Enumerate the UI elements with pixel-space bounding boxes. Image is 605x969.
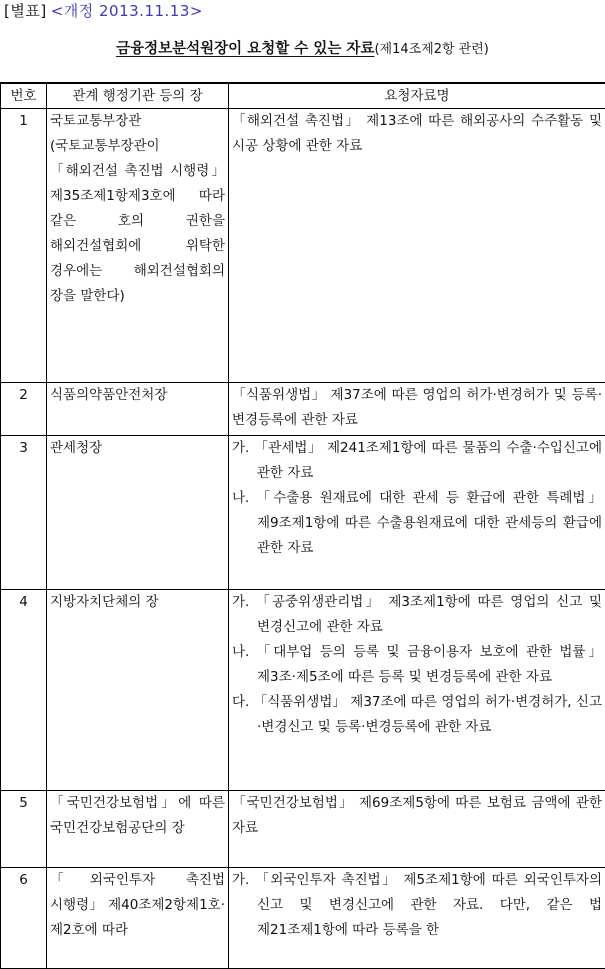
document-item: 「해외건설 촉진법」 제13조에 따른 해외공사의 수주활동 및 시공 상황에 관한 자료 <box>232 113 602 154</box>
row-documents <box>229 791 605 868</box>
table-row <box>1 868 605 969</box>
document-item: 나. 「수출용 원재료에 대한 관세 등 환급에 관한 특례법」 제9조제1항에 따른 수출용원재료에 대한 관세등의 환급에 관한 자료 <box>232 486 602 561</box>
row-agency: 「국민건강보험법」에 따른 국민건강보험공단의 장 <box>47 791 229 868</box>
document-item: 「국민건강보험법」 제69조제5항에 따른 보험료 금액에 관한 자료 <box>232 795 602 836</box>
row-agency: 「외국인투자 촉진법 시행령」 제40조제2항제1호·제2호에 따라 <box>47 868 229 969</box>
row-documents <box>229 590 605 791</box>
request-data-table <box>0 82 605 969</box>
document-item: 가. 「공중위생관리법」 제3조제1항에 따른 영업의 신고 및 변경신고에 관한 자료 <box>232 590 602 640</box>
document-item: 가. 「외국인투자 촉진법」 제5조제1항에 따른 외국인투자의 신고 및 변경신고에 관한 자료. 다만, 같은 법 제21조제1항에 따라 등록을 한 <box>232 868 602 943</box>
annex-header <box>4 0 203 21</box>
row-number: 4 <box>1 590 47 791</box>
table-row <box>1 109 605 383</box>
row-number: 1 <box>1 109 47 383</box>
annex-tag: [별표] <box>4 2 47 20</box>
document-item: 「식품위생법」 제37조에 따른 영업의 허가·변경허가 및 등록·변경등록에 관한 자료 <box>232 387 602 428</box>
document-item: 다. 「식품위생법」 제37조에 따른 영업의 허가·변경허가, 신고·변경신고 및 등록·변경등록에 관한 자료 <box>232 690 602 740</box>
title-sub: (제14조제2항 관련) <box>374 42 488 57</box>
document-item: 가. 「관세법」 제241조제1항에 따른 물품의 수출·수입신고에 관한 자료 <box>232 436 602 486</box>
row-number: 5 <box>1 791 47 868</box>
row-agency: 국토교통부장관(국토교통부장관이 「해외건설 촉진법 시행령」 제35조제1항제3호에 따라 같은 호의 권한을 해외건설협회에 위탁한 경우에는 해외건설협회의 장을 말한다) <box>47 109 229 383</box>
title-main: 금융정보분석원장이 요청할 수 있는 자료 <box>116 41 374 57</box>
table-row <box>1 436 605 590</box>
document-item: 나. 「대부업 등의 등록 및 금융이용자 보호에 관한 법률」 제3조·제5조에 따른 등록 및 변경등록에 관한 자료 <box>232 640 602 690</box>
row-documents <box>229 383 605 436</box>
row-number: 6 <box>1 868 47 969</box>
row-agency: 식품의약품안전처장 <box>47 383 229 436</box>
col-header-number: 번호 <box>1 83 47 109</box>
row-number: 3 <box>1 436 47 590</box>
table-row <box>1 383 605 436</box>
table-row <box>1 590 605 791</box>
table-row <box>1 791 605 868</box>
amendment-link[interactable]: <개정 2013.11.13> <box>51 2 203 20</box>
row-agency: 관세청장 <box>47 436 229 590</box>
row-documents <box>229 436 605 590</box>
document-title <box>0 37 605 58</box>
row-documents <box>229 868 605 969</box>
col-header-agency: 관계 행정기관 등의 장 <box>47 83 229 109</box>
row-documents <box>229 109 605 383</box>
row-number: 2 <box>1 383 47 436</box>
col-header-documents: 요청자료명 <box>229 83 605 109</box>
row-agency: 지방자치단체의 장 <box>47 590 229 791</box>
